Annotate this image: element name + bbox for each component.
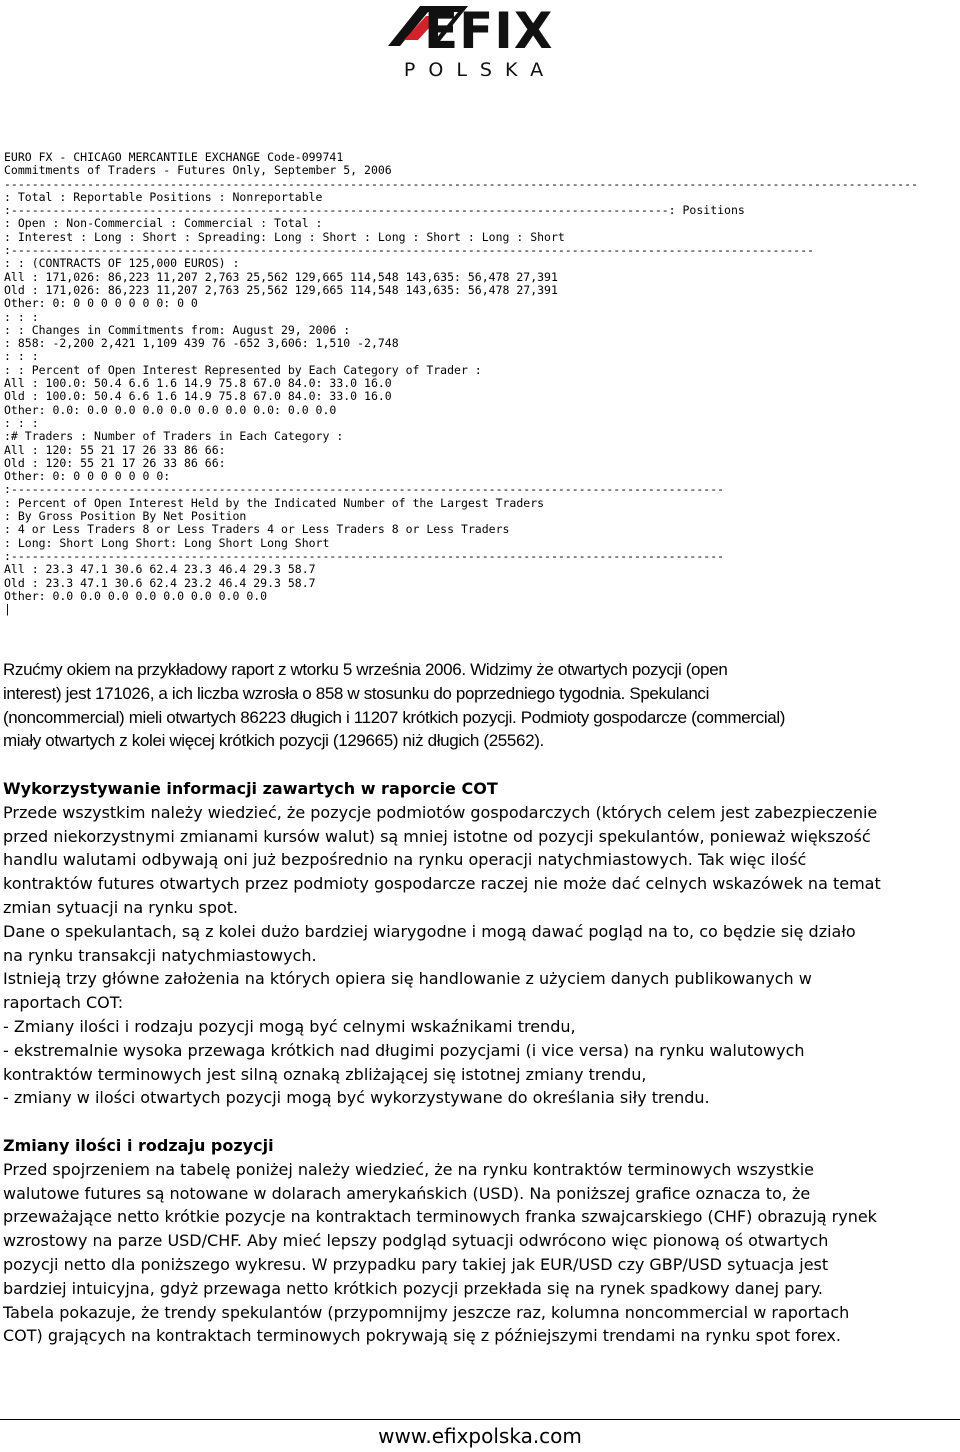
text-line: All : 100.0: 50.4 6.6 1.6 14.9 75.8 67.0 84.0: 33.0 16.0: [4, 377, 392, 391]
text-line: - ekstremalnie wysoka przewaga krótkich nad długimi pozycjami (i vice versa) na rynku walutowych: [3, 1040, 805, 1060]
text-line: przed niekorzystnymi zmianami kursów walut) są mniej istotne od pozycji spekulantów, ponieważ większość: [3, 826, 871, 846]
text-line: wzrostowy na parze USD/CHF. Aby mieć lepszy podgląd sytuacji odwrócono więc pionową oś otwartych: [3, 1231, 829, 1251]
footer-url[interactable]: www.efixpolska.com: [378, 1424, 582, 1448]
text-line: : 858: -2,200 2,421 1,109 439 76 -652 3,606: 1,510 -2,748: [4, 337, 399, 351]
text-line: COT) grających na kontraktach terminowych pokrywają się z późniejszymi trendami na rynku spot forex.: [3, 1326, 841, 1346]
text-line: :--------------------------------------------------------------------------------------------------------------------: [4, 244, 815, 258]
text-line: Old : 100.0: 50.4 6.6 1.6 14.9 75.8 67.0 84.0: 33.0 16.0: [4, 390, 392, 404]
text-line: miały otwartych z kolei więcej krótkich pozycji (129665) niż długich (25562).: [3, 731, 544, 751]
text-line: :-------------------------------------------------------------------------------------------------------: [4, 549, 725, 563]
section-heading: Zmiany ilości i rodzaju pozycji: [3, 1136, 274, 1155]
text-line: Other: 0.0 0.0 0.0 0.0 0.0 0.0 0.0 0.0: [4, 589, 268, 603]
text-line: : Long: Short Long Short: Long Short Long Short: [4, 536, 330, 550]
text-line: ------------------------------------------------------------------------------------------------------------------------------------: [4, 177, 918, 191]
section-heading: Wykorzystywanie informacji zawartych w raporcie COT: [3, 779, 498, 798]
logo-word: EFIX: [424, 2, 554, 60]
footer-divider: [0, 1419, 960, 1420]
text-line: : : Percent of Open Interest Represented by Each Category of Trader :: [4, 363, 482, 377]
section-body: [3, 801, 958, 1110]
text-line: Istnieją trzy główne założenia na których opiera się handlowanie z użyciem danych publikowanych w: [3, 969, 812, 989]
text-line: Dane o spekulantach, są z kolei dużo bardziej wiarygodne i mogą dawać pogląd na to, co będzie się działo: [3, 921, 856, 941]
text-line: : : Changes in Commitments from: August 29, 2006 :: [4, 323, 351, 337]
text-line: |: [4, 603, 11, 617]
text-line: - Zmiany ilości i rodzaju pozycji mogą być celnymi wskaźnikami trendu,: [3, 1016, 576, 1036]
text-line: : : :: [4, 416, 39, 430]
text-line: Other: 0.0: 0.0 0.0 0.0 0.0 0.0 0.0 0.0: 0.0 0.0: [4, 403, 337, 417]
efix-polska-logo: [0, 0, 960, 90]
text-line: : 4 or Less Traders 8 or Less Traders 4 or Less Traders 8 or Less Traders: [4, 523, 510, 537]
text-line: : Total : Reportable Positions : Nonreportable: [4, 190, 323, 204]
text-line: Commitments of Traders - Futures Only, September 5, 2006: [4, 164, 392, 178]
text-line: :-------------------------------------------------------------------------------------------------------: [4, 483, 725, 497]
section-cot-usage: [3, 777, 958, 1110]
text-line: walutowe futures są notowane w dolarach amerykańskich (USD). Na poniższej grafice oznacza to, że: [3, 1183, 811, 1203]
text-line: Przed spojrzeniem na tabelę poniżej należy wiedzieć, że na rynku kontraktów terminowych wszystkie: [3, 1159, 814, 1179]
text-line: Other: 0: 0 0 0 0 0 0 0: 0 0: [4, 297, 198, 311]
text-line: : By Gross Position By Net Position: [4, 510, 247, 524]
intro-paragraph: [3, 658, 958, 753]
text-line: : : :: [4, 310, 39, 324]
text-line: All : 171,026: 86,223 11,207 2,763 25,562 129,665 114,548 143,635: 56,478 27,391: [4, 270, 558, 284]
text-line: zmian sytuacji na rynku spot.: [3, 897, 239, 917]
text-line: Other: 0: 0 0 0 0 0 0 0:: [4, 470, 171, 484]
text-line: :# Traders : Number of Traders in Each Category :: [4, 430, 344, 444]
text-line: Old : 120: 55 21 17 26 33 86 66:: [4, 456, 226, 470]
text-line: pozycji netto dla poniższego wykresu. W przypadku pary takiej jak EUR/USD czy GBP/USD sytuacja jest: [3, 1254, 829, 1274]
text-line: : Percent of Open Interest Held by the Indicated Number of the Largest Traders: [4, 496, 545, 510]
section-position-changes: [3, 1134, 958, 1348]
text-line: bardziej intuicyjna, gdyż przewaga netto krótkich pozycji przekłada się na rynek spadkowy danej pary.: [3, 1278, 823, 1298]
text-line: handlu walutami odbywają oni już bezpośrednio na rynku operacji natychmiastowych. Tak więc ilość: [3, 850, 807, 870]
text-line: (noncommercial) mieli otwartych 86223 długich i 11207 krótkich pozycji. Podmioty gospodarcze (commercial): [3, 707, 786, 727]
text-line: : Interest : Long : Short : Spreading: Long : Short : Long : Short : Long : Short: [4, 230, 565, 244]
logo-sub: POLSKA: [403, 59, 557, 81]
text-line: :-----------------------------------------------------------------------------------------------: Positions: [4, 204, 745, 218]
text-line: All : 120: 55 21 17 26 33 86 66:: [4, 443, 226, 457]
section-body: [3, 1158, 958, 1348]
text-line: : : (CONTRACTS OF 125,000 EUROS) :: [4, 257, 240, 271]
text-line: EURO FX - CHICAGO MERCANTILE EXCHANGE Code-099741: [4, 151, 344, 164]
cot-report-table: [4, 151, 956, 616]
text-line: Old : 171,026: 86,223 11,207 2,763 25,562 129,665 114,548 143,635: 56,478 27,391: [4, 283, 558, 297]
text-line: Tabela pokazuje, że trendy spekulantów (przypomnijmy jeszcze raz, kolumna noncommercial w raportach: [3, 1302, 850, 1322]
text-line: : : :: [4, 350, 39, 364]
text-line: Rzućmy okiem na przykładowy raport z wtorku 5 września 2006. Widzimy że otwartych pozycji (open: [3, 660, 728, 679]
text-line: raportach COT:: [3, 993, 124, 1013]
text-line: kontraktów futures otwartych przez podmioty gospodarcze raczej nie może dać celnych wskazówek na temat: [3, 874, 881, 894]
text-line: kontraktów terminowych jest silną oznaką zbliżającej się istotnej zmiany trendu,: [3, 1064, 647, 1084]
text-line: All : 23.3 47.1 30.6 62.4 23.3 46.4 29.3 58.7: [4, 563, 316, 577]
text-line: : Open : Non-Commercial : Commercial : Total :: [4, 217, 323, 231]
efix-logo-graphic: [380, 0, 580, 82]
text-line: - zmiany w ilości otwartych pozycji mogą być wykorzystywane do określania siły trendu.: [3, 1088, 710, 1108]
text-line: Old : 23.3 47.1 30.6 62.4 23.2 46.4 29.3 58.7: [4, 576, 316, 590]
text-line: Przede wszystkim należy wiedzieć, że pozycje podmiotów gospodarczych (których celem jest zabezpieczenie: [3, 802, 878, 822]
text-line: na rynku transakcji natychmiastowych.: [3, 945, 317, 965]
text-line: interest) jest 171026, a ich liczba wzrosła o 858 w stosunku do poprzedniego tygodnia. Spekulanci: [3, 683, 709, 703]
text-line: przeważające netto krótkie pozycje na kontraktach terminowych franka szwajcarskiego (CHF) obrazują rynek: [3, 1207, 877, 1227]
